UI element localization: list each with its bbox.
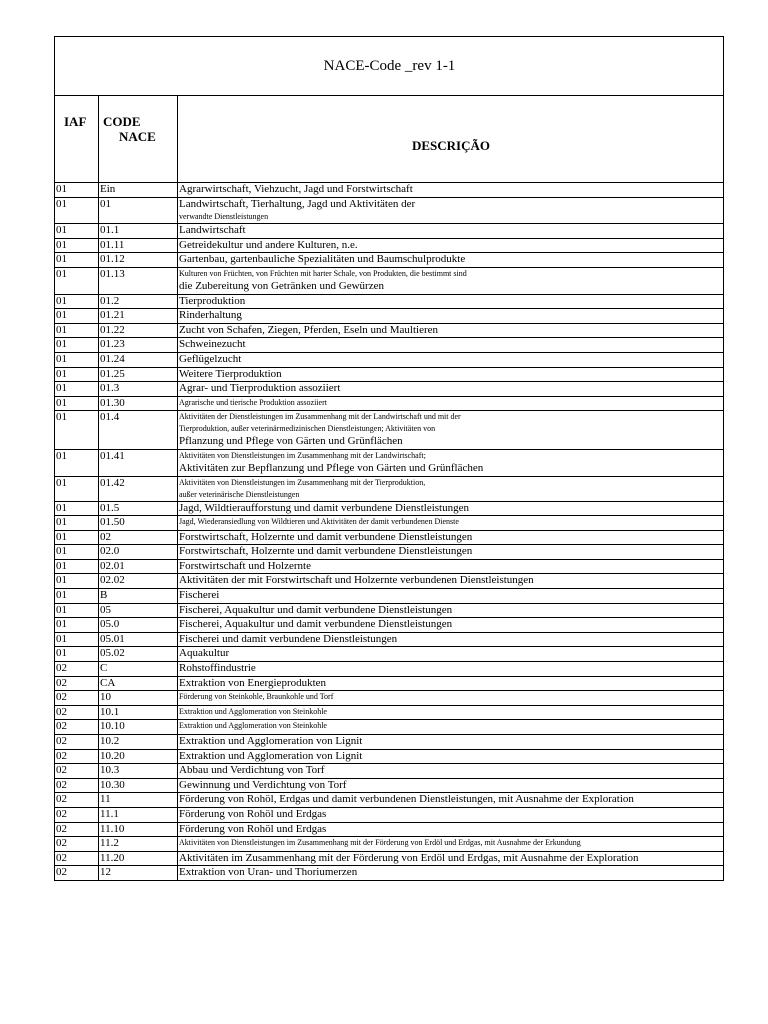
description-line: Extraktion und Agglomeration von Steinkohle (179, 706, 327, 716)
description-line: Landwirtschaft, Tierhaltung, Jagd und Aktivitäten der (179, 197, 416, 210)
cell-description (178, 851, 724, 866)
cell-description (178, 267, 724, 294)
cell-code: CA (99, 676, 178, 691)
description-line: Agrarwirtschaft, Viehzucht, Jagd und Forstwirtschaft (179, 183, 413, 195)
cell-description (178, 807, 724, 822)
description-line: Extraktion von Uran- und Thoriumerzen (179, 866, 358, 879)
cell-iaf: 01 (55, 197, 99, 224)
table-row (55, 793, 724, 808)
cell-description (178, 720, 724, 735)
table-row (55, 238, 724, 253)
table-row (55, 749, 724, 764)
cell-description (178, 545, 724, 560)
table-body (55, 183, 724, 881)
description-line: Fischerei, Aquakultur und damit verbundene Dienstleistungen (179, 603, 453, 616)
table-row (55, 253, 724, 268)
cell-iaf: 01 (55, 530, 99, 545)
description-line: Fischerei (179, 589, 220, 602)
description-line: Förderung von Rohöl und Erdgas (179, 822, 327, 835)
cell-code: 10.10 (99, 720, 178, 735)
header-iaf: IAF (55, 96, 99, 183)
description-line: Jagd, Wiederansiedlung von Wildtieren und Aktivitäten der damit verbundenen Dienste (179, 517, 459, 527)
cell-iaf: 01 (55, 323, 99, 338)
table-row (55, 530, 724, 545)
cell-code: 12 (99, 866, 178, 881)
cell-description (178, 294, 724, 309)
description-line: Landwirtschaft (179, 224, 246, 237)
cell-code: C (99, 662, 178, 677)
cell-code: 02.0 (99, 545, 178, 560)
cell-code: 01 (99, 197, 178, 224)
table-row (55, 735, 724, 750)
description-line: Schweinezucht (179, 338, 246, 351)
cell-iaf: 02 (55, 837, 99, 852)
cell-iaf: 01 (55, 338, 99, 353)
cell-code: 10 (99, 691, 178, 706)
cell-iaf: 02 (55, 720, 99, 735)
table-row (55, 778, 724, 793)
cell-description (178, 822, 724, 837)
table-row (55, 618, 724, 633)
cell-code: 01.41 (99, 449, 178, 476)
table-row (55, 720, 724, 735)
cell-description (178, 382, 724, 397)
cell-iaf: 02 (55, 778, 99, 793)
header-row (55, 96, 724, 183)
cell-description (178, 662, 724, 677)
cell-code: 01.24 (99, 352, 178, 367)
table-row (55, 589, 724, 604)
table-row (55, 411, 724, 450)
table-row (55, 382, 724, 397)
description-line: Aktivitäten der Dienstleistungen im Zusammenhang mit der Landwirtschaft und mit der (179, 412, 461, 422)
description-line: Getreidekultur und andere Kulturen, n.e. (179, 238, 358, 251)
cell-description (178, 764, 724, 779)
description-line: Aktivitäten im Zusammenhang mit der Förderung von Erdöl und Erdgas, mit Ausnahme der Exploration (179, 851, 639, 864)
cell-iaf: 01 (55, 501, 99, 516)
cell-code: 11.2 (99, 837, 178, 852)
cell-description (178, 224, 724, 239)
description-line: Forstwirtschaft, Holzernte und damit verbundene Dienstleistungen (179, 530, 473, 543)
cell-description (178, 589, 724, 604)
description-line: Gartenbau, gartenbauliche Spezialitäten und Baumschulprodukte (179, 253, 466, 266)
cell-iaf: 01 (55, 309, 99, 324)
cell-code: 01.3 (99, 382, 178, 397)
cell-code: 01.30 (99, 396, 178, 411)
table-row (55, 294, 724, 309)
cell-iaf: 01 (55, 238, 99, 253)
cell-description (178, 352, 724, 367)
cell-description (178, 691, 724, 706)
description-line: Extraktion und Agglomeration von Lignit (179, 749, 363, 762)
table-row (55, 866, 724, 881)
cell-description (178, 837, 724, 852)
table-row (55, 197, 724, 224)
cell-description (178, 197, 724, 224)
cell-description (178, 411, 724, 450)
table-row (55, 632, 724, 647)
cell-code: 01.5 (99, 501, 178, 516)
header-code (99, 96, 178, 183)
cell-description (178, 574, 724, 589)
description-line: Kulturen von Früchten, von Früchten mit harter Schale, von Produkten, die bestimmt sind (179, 268, 467, 278)
cell-description (178, 501, 724, 516)
description-line: Aquakultur (179, 647, 230, 660)
table-row (55, 224, 724, 239)
cell-iaf: 01 (55, 559, 99, 574)
cell-iaf: 01 (55, 267, 99, 294)
cell-description (178, 476, 724, 501)
table-row (55, 837, 724, 852)
cell-code: B (99, 589, 178, 604)
cell-description (178, 367, 724, 382)
description-line: Extraktion von Energieprodukten (179, 676, 327, 689)
cell-code: 01.1 (99, 224, 178, 239)
description-line: Agrar- und Tierproduktion assoziiert (179, 382, 341, 395)
cell-iaf: 02 (55, 807, 99, 822)
cell-iaf: 01 (55, 352, 99, 367)
cell-code: 01.4 (99, 411, 178, 450)
cell-code: 10.3 (99, 764, 178, 779)
cell-description (178, 618, 724, 633)
description-line: verwandte Dienstleistungen (179, 212, 269, 222)
description-line: Geflügelzucht (179, 352, 242, 365)
table-row (55, 822, 724, 837)
table-row (55, 545, 724, 560)
cell-iaf: 01 (55, 396, 99, 411)
table-row (55, 338, 724, 353)
cell-iaf: 02 (55, 866, 99, 881)
table-row (55, 501, 724, 516)
cell-code: 11 (99, 793, 178, 808)
cell-description (178, 705, 724, 720)
cell-iaf: 01 (55, 382, 99, 397)
description-line: Forstwirtschaft und Holzernte (179, 559, 311, 572)
title-row (55, 37, 724, 96)
cell-description (178, 338, 724, 353)
description-line: Tierproduktion (179, 294, 246, 307)
table-row (55, 352, 724, 367)
description-line: Jagd, Wildtieraufforstung und damit verbundene Dienstleistungen (179, 501, 469, 514)
cell-iaf: 01 (55, 589, 99, 604)
cell-code: 10.30 (99, 778, 178, 793)
table-row (55, 323, 724, 338)
table-row (55, 449, 724, 476)
table-row (55, 705, 724, 720)
cell-code: Ein (99, 183, 178, 198)
cell-code: 10.2 (99, 735, 178, 750)
header-code-line2: NACE (119, 129, 156, 144)
table-row (55, 574, 724, 589)
cell-code: 01.42 (99, 476, 178, 501)
table-row (55, 647, 724, 662)
cell-code: 05.01 (99, 632, 178, 647)
cell-iaf: 02 (55, 851, 99, 866)
cell-code: 01.22 (99, 323, 178, 338)
table-row (55, 807, 724, 822)
cell-iaf: 01 (55, 253, 99, 268)
description-line: Fischerei, Aquakultur und damit verbundene Dienstleistungen (179, 618, 453, 631)
cell-description (178, 309, 724, 324)
table-row (55, 676, 724, 691)
cell-code: 01.50 (99, 516, 178, 531)
cell-code: 05.0 (99, 618, 178, 633)
description-line: Aktivitäten zur Bepflanzung und Pflege von Gärten und Grünflächen (179, 461, 484, 474)
cell-description (178, 253, 724, 268)
cell-iaf: 01 (55, 516, 99, 531)
document-title: NACE-Code _rev 1-1 (55, 37, 724, 96)
cell-iaf: 01 (55, 632, 99, 647)
cell-code: 11.1 (99, 807, 178, 822)
cell-iaf: 01 (55, 294, 99, 309)
description-line: Weitere Tierproduktion (179, 367, 282, 380)
cell-description (178, 793, 724, 808)
description-line: die Zubereitung von Getränken und Gewürzen (179, 279, 384, 292)
description-line: Gewinnung und Verdichtung von Torf (179, 778, 347, 791)
cell-iaf: 02 (55, 793, 99, 808)
cell-code: 01.25 (99, 367, 178, 382)
table-row (55, 309, 724, 324)
cell-description (178, 323, 724, 338)
table-row (55, 267, 724, 294)
cell-code: 02.02 (99, 574, 178, 589)
cell-code: 01.21 (99, 309, 178, 324)
cell-iaf: 01 (55, 545, 99, 560)
cell-iaf: 02 (55, 676, 99, 691)
cell-description (178, 449, 724, 476)
cell-iaf: 02 (55, 662, 99, 677)
cell-description (178, 530, 724, 545)
description-line: Rinderhaltung (179, 309, 242, 322)
cell-code: 01.23 (99, 338, 178, 353)
description-line: Aktivitäten der mit Forstwirtschaft und Holzernte verbundenen Dienstleistungen (179, 574, 534, 587)
description-line: Extraktion und Agglomeration von Steinkohle (179, 721, 327, 731)
description-line: Förderung von Rohöl, Erdgas und damit verbundenen Dienstleistungen, mit Ausnahme der Exploration (179, 793, 634, 806)
cell-description (178, 647, 724, 662)
description-line: Pflanzung und Pflege von Gärten und Grünflächen (179, 435, 403, 448)
nace-table (54, 36, 724, 881)
cell-iaf: 01 (55, 411, 99, 450)
table-row (55, 691, 724, 706)
cell-iaf: 01 (55, 367, 99, 382)
cell-description (178, 238, 724, 253)
table-row (55, 662, 724, 677)
table-row (55, 183, 724, 198)
cell-code: 05 (99, 603, 178, 618)
description-line: Aktivitäten von Dienstleistungen im Zusammenhang mit der Förderung von Erdöl und Erdgas, mit Ausnahme der Erkundung (179, 838, 581, 848)
description-line: Förderung von Steinkohle, Braunkohle und Torf (179, 692, 334, 702)
description-line: Fischerei und damit verbundene Dienstleistungen (179, 632, 398, 645)
cell-iaf: 01 (55, 183, 99, 198)
cell-iaf: 01 (55, 449, 99, 476)
cell-description (178, 183, 724, 198)
description-line: Aktivitäten von Dienstleistungen im Zusammenhang mit der Tierproduktion, (179, 477, 426, 487)
cell-iaf: 01 (55, 476, 99, 501)
description-line: Forstwirtschaft, Holzernte und damit verbundene Dienstleistungen (179, 545, 473, 558)
cell-iaf: 02 (55, 822, 99, 837)
description-line: Extraktion und Agglomeration von Lignit (179, 735, 363, 747)
cell-code: 01.12 (99, 253, 178, 268)
table-row (55, 396, 724, 411)
cell-iaf: 01 (55, 647, 99, 662)
cell-iaf: 01 (55, 574, 99, 589)
cell-iaf: 02 (55, 735, 99, 750)
cell-description (178, 603, 724, 618)
description-line: Agrarische und tierische Produktion assoziiert (179, 397, 327, 407)
cell-iaf: 02 (55, 705, 99, 720)
cell-description (178, 778, 724, 793)
header-code-line1: CODE (103, 114, 141, 129)
cell-description (178, 559, 724, 574)
table-row (55, 559, 724, 574)
cell-description (178, 676, 724, 691)
description-line: Aktivitäten von Dienstleistungen im Zusammenhang mit der Landwirtschaft; (179, 450, 426, 460)
description-line: Förderung von Rohöl und Erdgas (179, 807, 327, 820)
table-row (55, 367, 724, 382)
cell-code: 11.10 (99, 822, 178, 837)
cell-description (178, 396, 724, 411)
table-row (55, 603, 724, 618)
header-description: DESCRIÇÃO (178, 96, 724, 183)
description-line: Tierproduktion, außer veterinärmedizinischen Dienstleistungen; Aktivitäten von (179, 424, 436, 434)
description-line: außer veterinärische Dienstleistungen (179, 489, 300, 499)
cell-code: 05.02 (99, 647, 178, 662)
table-row (55, 516, 724, 531)
cell-code: 02 (99, 530, 178, 545)
cell-code: 11.20 (99, 851, 178, 866)
cell-description (178, 866, 724, 881)
cell-iaf: 01 (55, 618, 99, 633)
cell-code: 10.1 (99, 705, 178, 720)
cell-code: 01.11 (99, 238, 178, 253)
cell-iaf: 01 (55, 224, 99, 239)
table-row (55, 851, 724, 866)
cell-iaf: 02 (55, 749, 99, 764)
cell-description (178, 516, 724, 531)
description-line: Zucht von Schafen, Ziegen, Pferden, Eseln und Maultieren (179, 323, 439, 336)
cell-code: 02.01 (99, 559, 178, 574)
cell-description (178, 749, 724, 764)
cell-iaf: 01 (55, 603, 99, 618)
description-line: Rohstoffindustrie (179, 662, 256, 675)
table-row (55, 476, 724, 501)
cell-code: 01.13 (99, 267, 178, 294)
cell-code: 10.20 (99, 749, 178, 764)
cell-iaf: 02 (55, 764, 99, 779)
description-line: Abbau und Verdichtung von Torf (179, 764, 325, 777)
table-row (55, 764, 724, 779)
cell-code: 01.2 (99, 294, 178, 309)
cell-description (178, 632, 724, 647)
cell-description (178, 735, 724, 750)
cell-iaf: 02 (55, 691, 99, 706)
